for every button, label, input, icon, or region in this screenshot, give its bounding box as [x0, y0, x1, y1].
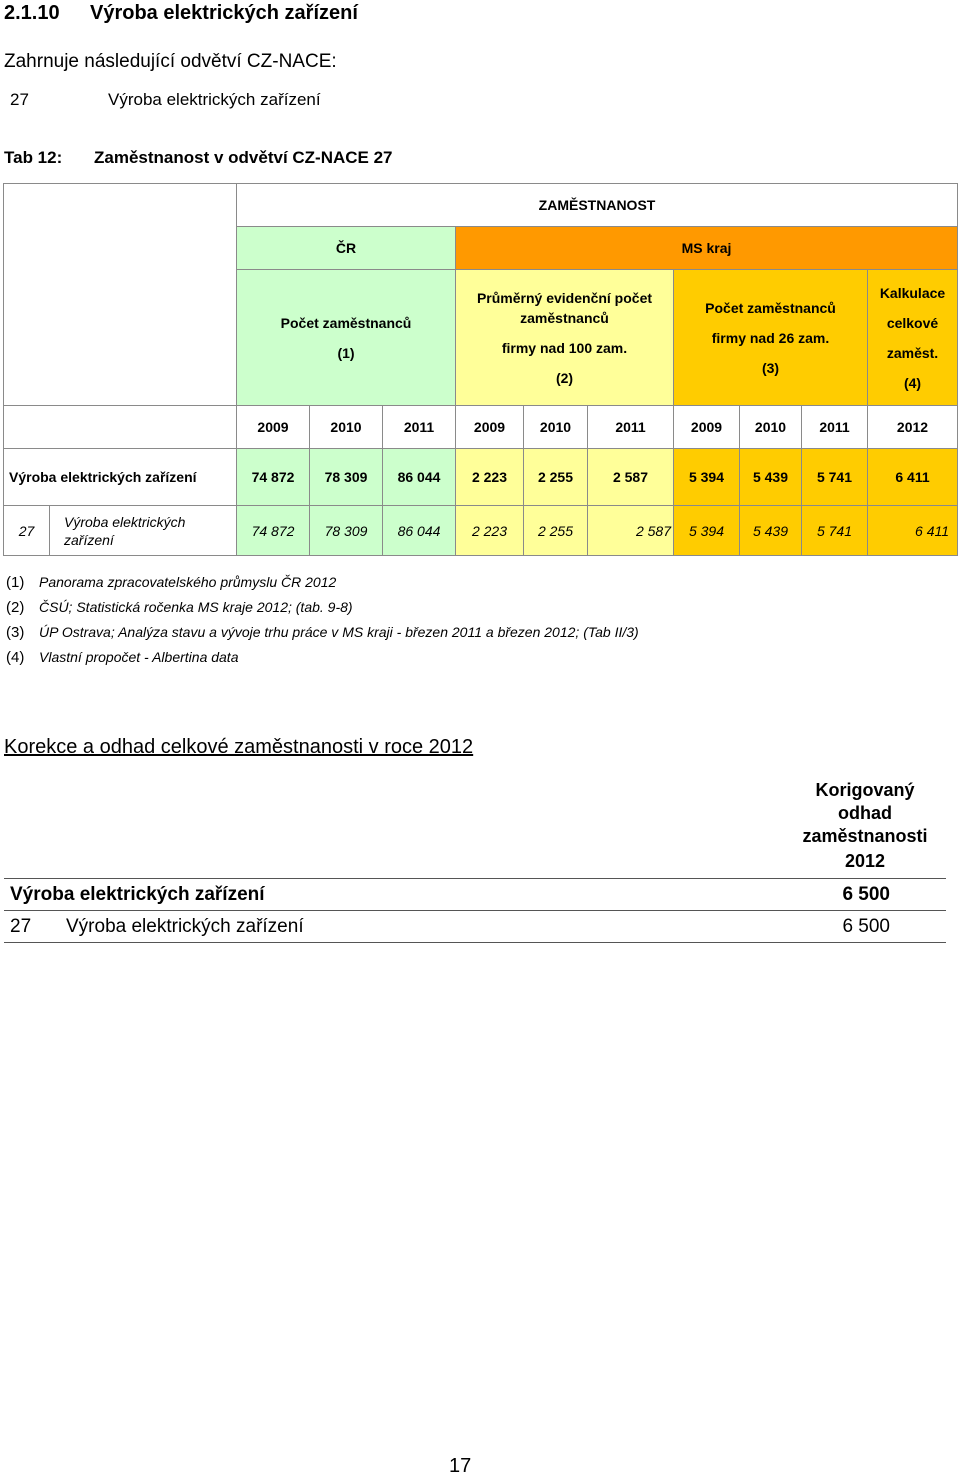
row-total-label: Výroba elektrických zařízení — [4, 449, 237, 506]
year-cell: 2010 — [524, 406, 588, 449]
table-corner — [4, 184, 237, 406]
cell-value: 5 741 — [802, 506, 868, 556]
cell-value: 6 411 — [868, 506, 958, 556]
header-col2-firms: firmy nad 100 zam. — [501, 339, 628, 356]
section-title: Výroba elektrických zařízení — [90, 2, 358, 24]
cell-value: 5 394 — [674, 449, 740, 506]
cell-value: 74 872 — [237, 449, 310, 506]
year-cell: 2011 — [383, 406, 456, 449]
header-col3-note: (3) — [761, 359, 780, 376]
header-col2-note: (2) — [555, 369, 574, 386]
note-item — [6, 645, 639, 670]
header-col2-title: Průměrný evidenční počet zaměstnanců — [476, 289, 653, 326]
header-zamestnanost: ZAMĚSTNANOST — [237, 184, 958, 227]
cell-value: 86 044 — [383, 449, 456, 506]
header-col1-note: (1) — [337, 344, 355, 361]
intro-text: Zahrnuje následující odvětví CZ-NACE: — [4, 51, 337, 72]
note-text: Vlastní propočet - Albertina data — [39, 649, 239, 665]
year-cell: 2012 — [868, 406, 958, 449]
cell-value: 5 394 — [674, 506, 740, 556]
table-caption-label: Tab 12: — [4, 148, 63, 167]
section-number: 2.1.10 — [4, 2, 60, 24]
cell-value: 78 309 — [310, 449, 383, 506]
cell-value: 2 223 — [456, 449, 524, 506]
cell-value: 2 587 — [588, 506, 674, 556]
note-item — [6, 595, 639, 620]
note-item — [6, 570, 639, 595]
cell-value: 2 255 — [524, 449, 588, 506]
cell-value: 78 309 — [310, 506, 383, 556]
note-number: (4) — [6, 649, 25, 666]
header-col2 — [456, 270, 674, 406]
header-cr: ČR — [237, 227, 456, 270]
table-row — [4, 449, 958, 506]
year-cell: 2009 — [674, 406, 740, 449]
row-detail-label-line1: Výroba elektrických — [64, 513, 186, 530]
note-item — [6, 620, 639, 645]
correction-year: 2012 — [844, 851, 886, 871]
cell-value: 2 223 — [456, 506, 524, 556]
divider — [4, 910, 946, 911]
divider — [4, 942, 946, 943]
header-col3-firms: firmy nad 26 zam. — [711, 329, 830, 346]
nace-line — [10, 90, 321, 110]
correction-header-line3: zaměstnanosti — [802, 826, 928, 846]
correction-row-detail-value: 6 500 — [842, 916, 890, 937]
year-cell: 2009 — [456, 406, 524, 449]
row-detail-code: 27 — [4, 506, 50, 556]
table-caption — [4, 148, 393, 168]
header-col1-title: Počet zaměstnanců — [280, 314, 412, 331]
cell-value: 6 411 — [868, 449, 958, 506]
header-col3 — [674, 270, 868, 406]
cell-value: 74 872 — [237, 506, 310, 556]
year-cell: 2010 — [740, 406, 802, 449]
cell-value: 5 741 — [802, 449, 868, 506]
divider — [4, 878, 946, 879]
correction-header-line2: odhad — [838, 803, 892, 823]
note-number: (3) — [6, 624, 25, 641]
row-detail-label-line2: zařízení — [64, 531, 114, 548]
note-number: (1) — [6, 574, 25, 591]
correction-column-header — [790, 779, 940, 848]
employment-table — [3, 183, 958, 556]
header-col3-title: Počet zaměstnanců — [705, 299, 836, 316]
correction-row-detail-label: Výroba elektrických zařízení — [66, 916, 304, 937]
year-cell: 2009 — [237, 406, 310, 449]
years-row-label — [4, 406, 237, 449]
correction-row-detail-code: 27 — [10, 916, 32, 937]
note-text: Panorama zpracovatelského průmyslu ČR 2012 — [39, 574, 337, 590]
correction-title: Korekce a odhad celkové zaměstnanosti v roce 2012 — [4, 736, 474, 758]
nace-name: Výroba elektrických zařízení — [108, 90, 321, 109]
cell-value: 86 044 — [383, 506, 456, 556]
note-text: ČSÚ; Statistická ročenka MS kraje 2012; (tab. 9-8) — [39, 599, 353, 615]
cell-value: 5 439 — [740, 449, 802, 506]
note-number: (2) — [6, 599, 25, 616]
note-text: ÚP Ostrava; Analýza stavu a vývoje trhu práce v MS kraji - březen 2011 a březen 2012; (Tab II/3) — [39, 624, 639, 640]
cell-value: 2 255 — [524, 506, 588, 556]
correction-row-total-label: Výroba elektrických zařízení — [10, 884, 265, 905]
year-cell: 2011 — [802, 406, 868, 449]
header-col4-note: (4) — [903, 374, 922, 391]
row-detail-label — [50, 506, 237, 556]
cell-value: 5 439 — [740, 506, 802, 556]
page-number: 17 — [449, 1455, 472, 1477]
header-col1 — [237, 270, 456, 406]
table-row — [4, 506, 958, 556]
header-col4-line2: celkové — [886, 314, 939, 331]
nace-code: 27 — [10, 90, 29, 109]
header-col4-line3: zaměst. — [886, 344, 939, 361]
section-heading — [4, 2, 358, 25]
header-col4 — [868, 270, 958, 406]
header-ms-kraj: MS kraj — [456, 227, 958, 270]
header-col4-line1: Kalkulace — [879, 284, 946, 301]
year-cell: 2011 — [588, 406, 674, 449]
correction-row-detail — [10, 916, 304, 938]
correction-row-total-value: 6 500 — [842, 884, 890, 905]
correction-header-line1: Korigovaný — [815, 780, 915, 800]
table-caption-title: Zaměstnanost v odvětví CZ-NACE 27 — [94, 148, 393, 167]
year-cell: 2010 — [310, 406, 383, 449]
cell-value: 2 587 — [588, 449, 674, 506]
table-notes — [6, 570, 639, 670]
